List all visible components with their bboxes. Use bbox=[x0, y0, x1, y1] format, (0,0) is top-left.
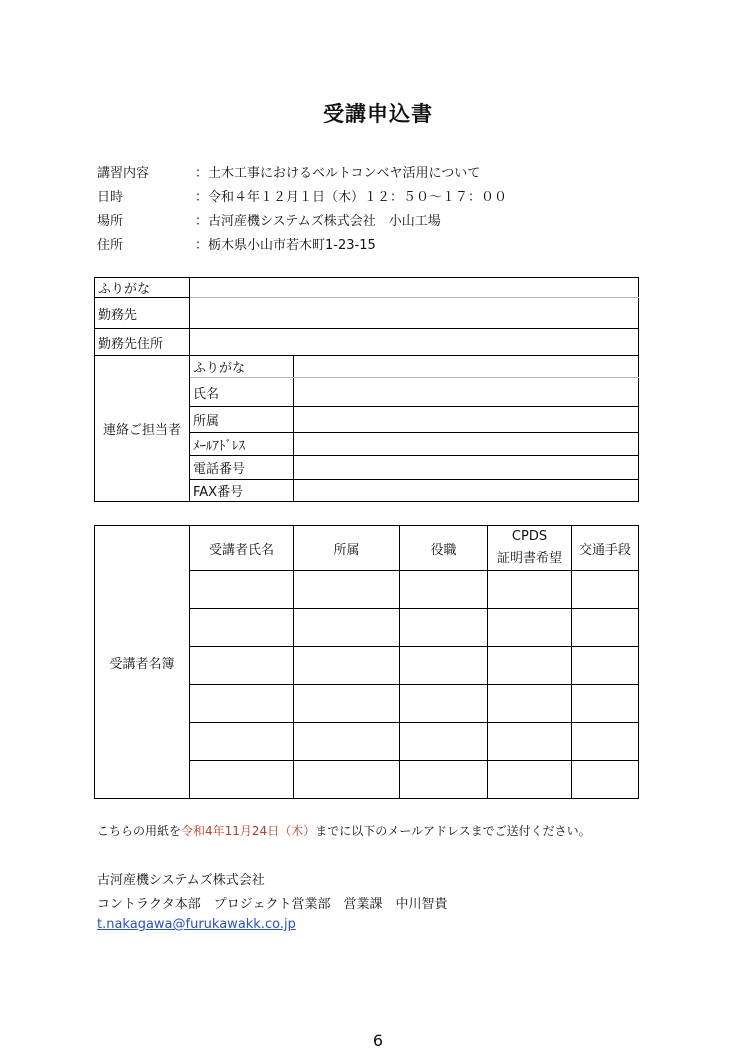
header-attendee-name: 受講者氏名 bbox=[190, 526, 294, 571]
attendee-position-cell[interactable] bbox=[400, 609, 488, 647]
attendee-cpds-cell[interactable] bbox=[488, 647, 572, 685]
header-transport: 交通手段 bbox=[572, 526, 639, 571]
attendee-cpds-cell[interactable] bbox=[488, 761, 572, 799]
info-label: 場所 bbox=[97, 214, 124, 229]
contact-company: 古河産機システムズ株式会社 bbox=[97, 873, 265, 888]
info-label: 住所 bbox=[97, 238, 124, 253]
contact-department: コントラクタ本部 プロジェクト営業部 営業課 中川智貴 bbox=[97, 897, 448, 912]
attendee-transport-cell[interactable] bbox=[572, 723, 639, 761]
attendee-department-cell[interactable] bbox=[294, 761, 400, 799]
contact-email-field[interactable] bbox=[294, 433, 639, 456]
attendee-cpds-cell[interactable] bbox=[488, 685, 572, 723]
furigana-label: ふりがな bbox=[95, 278, 190, 298]
info-value: ：令和４年１２月１日（木）１２：５０～１７：００ bbox=[195, 190, 508, 205]
notice-after: までに以下のメールアドレスまでご送付ください。 bbox=[315, 824, 591, 838]
company-label: 勤務先 bbox=[95, 298, 190, 329]
attendee-department-cell[interactable] bbox=[294, 571, 400, 609]
contact-phone-field[interactable] bbox=[294, 456, 639, 480]
attendee-name-cell[interactable] bbox=[190, 571, 294, 609]
contact-department-label: 所属 bbox=[190, 407, 294, 433]
attendee-department-cell[interactable] bbox=[294, 685, 400, 723]
attendee-position-cell[interactable] bbox=[400, 761, 488, 799]
info-label: 日時 bbox=[97, 190, 124, 205]
header-cpds-line2: 証明書希望 bbox=[496, 551, 562, 566]
info-value: ：古河産機システムズ株式会社 小山工場 bbox=[195, 214, 441, 229]
attendee-cpds-cell[interactable] bbox=[488, 723, 572, 761]
attendee-transport-cell[interactable] bbox=[572, 571, 639, 609]
contact-name-field[interactable] bbox=[294, 378, 639, 407]
attendee-position-cell[interactable] bbox=[400, 685, 488, 723]
attendee-transport-cell[interactable] bbox=[572, 609, 639, 647]
attendee-transport-cell[interactable] bbox=[572, 761, 639, 799]
attendee-position-cell[interactable] bbox=[400, 647, 488, 685]
contact-name-label: 氏名 bbox=[190, 378, 294, 407]
notice-deadline: 令和4年11月24日（木） bbox=[181, 824, 316, 838]
page-number: 6 bbox=[372, 1031, 384, 1050]
contact-email-label: ﾒｰﾙｱﾄﾞﾚｽ bbox=[190, 433, 294, 456]
header-position: 役職 bbox=[400, 526, 488, 571]
attendee-name-cell[interactable] bbox=[190, 609, 294, 647]
attendee-cpds-cell[interactable] bbox=[488, 571, 572, 609]
page-title: 受講申込書 bbox=[323, 102, 433, 126]
info-value: ：栃木県小山市若木町1-23-15 bbox=[195, 238, 376, 253]
contact-email-link[interactable]: t.nakagawa@furukawakk.co.jp bbox=[97, 917, 296, 932]
info-value: ：土木工事におけるベルトコンベヤ活用について bbox=[195, 166, 481, 181]
contact-fax-field[interactable] bbox=[294, 480, 639, 502]
attendee-position-cell[interactable] bbox=[400, 723, 488, 761]
submission-notice bbox=[97, 822, 591, 839]
contact-block bbox=[97, 869, 447, 941]
roster-label: 受講者名簿 bbox=[95, 526, 190, 799]
header-cpds bbox=[488, 526, 572, 571]
attendee-name-cell[interactable] bbox=[190, 685, 294, 723]
contact-person-label: 連絡ご担当者 bbox=[95, 356, 190, 502]
attendee-position-cell[interactable] bbox=[400, 571, 488, 609]
contact-fax-label: FAX番号 bbox=[190, 480, 294, 502]
attendee-department-cell[interactable] bbox=[294, 647, 400, 685]
header-cpds-line1: CPDS bbox=[511, 529, 548, 544]
company-address-field[interactable] bbox=[190, 329, 639, 356]
attendee-department-cell[interactable] bbox=[294, 723, 400, 761]
contact-phone-label: 電話番号 bbox=[190, 456, 294, 480]
contact-furigana-field[interactable] bbox=[294, 356, 639, 378]
attendee-name-cell[interactable] bbox=[190, 723, 294, 761]
attendee-roster-table bbox=[94, 525, 639, 799]
header-department: 所属 bbox=[294, 526, 400, 571]
contact-department-field[interactable] bbox=[294, 407, 639, 433]
notice-before: こちらの用紙を bbox=[97, 824, 182, 838]
attendee-name-cell[interactable] bbox=[190, 647, 294, 685]
attendee-department-cell[interactable] bbox=[294, 609, 400, 647]
attendee-transport-cell[interactable] bbox=[572, 647, 639, 685]
company-field[interactable] bbox=[190, 298, 639, 329]
company-address-label: 勤務先住所 bbox=[95, 329, 190, 356]
contact-furigana-label: ふりがな bbox=[190, 356, 294, 378]
attendee-transport-cell[interactable] bbox=[572, 685, 639, 723]
attendee-name-cell[interactable] bbox=[190, 761, 294, 799]
furigana-field[interactable] bbox=[190, 278, 639, 298]
applicant-form-table bbox=[94, 277, 639, 502]
attendee-cpds-cell[interactable] bbox=[488, 609, 572, 647]
info-label: 講習内容 bbox=[97, 166, 150, 181]
